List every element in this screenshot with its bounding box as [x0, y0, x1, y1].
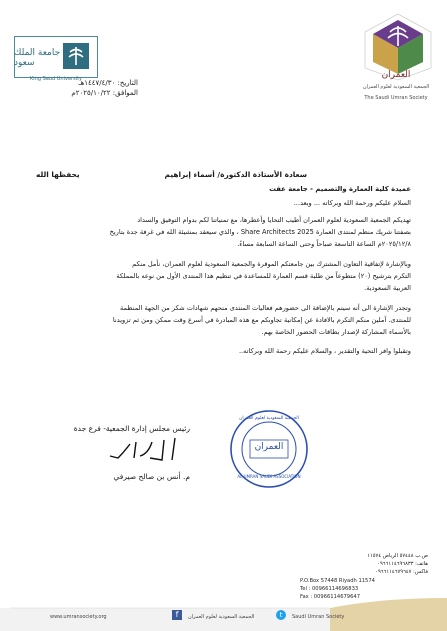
facebook-icon[interactable]: f	[172, 610, 182, 620]
ksu-name-ar: جامعة الملك سعود	[14, 48, 61, 68]
paragraph-2-line-2: التكرم بترشيح (٢٠) متطوعاً من طلبة قسم العمارة للمساعدة في تنظيم هذا المنتدى الأول من نوعه بالمملكة	[116, 272, 411, 280]
twitter-icon[interactable]: t	[276, 610, 286, 620]
society-name-en: The Saudi Umran Society	[364, 95, 428, 101]
signer-title: رئيس مجلس إدارة الجمعية- فرع جدة	[73, 424, 190, 433]
footer-facebook-link[interactable]: الجمعية السعودية لعلوم العمران	[188, 614, 255, 620]
paragraph-1-line-1: تهديكم الجمعية السعودية لعلوم العمران أطيب التحايا وأعطرها، مع تمنياتنا لكم بدوام التوفيق والسداد	[137, 216, 411, 224]
footer-po-en-line: P.O.Box 57448 Riyadh 11574	[300, 578, 375, 584]
signer-name: م. أنس بن صالح صيرفي	[113, 472, 190, 481]
addressee: سعادة الأستاذة الدكتورة/ أسماء إبراهيم	[164, 170, 307, 179]
footer-website-link[interactable]: www.umransociety.org	[50, 614, 107, 620]
paragraph-3-line-3: بالأسماء المشاركة لإصدار بطاقات الحضور الخاصة بهم.	[261, 328, 411, 336]
closing-line: وتقبلوا وافر التحية والتقدير ، والسلام عليكم رحمة الله وبركاته..	[238, 347, 411, 355]
stamp-center-text: العمران	[254, 442, 284, 452]
paragraph-1-line-3: ٢٠٢٥/١٢/٨م الساعة التاسعة صباحاً وحتى الساعة السابعة مساءً.	[237, 240, 411, 248]
ksu-name-en: King Saud University	[30, 76, 82, 82]
greeting: السلام عليكم ورحمة الله وبركاته ... وبعد...	[293, 199, 411, 207]
umran-logo-text: العمران	[381, 70, 411, 80]
footer-fax-en: Fax : 00966114679647	[300, 594, 361, 600]
footer-twitter-link[interactable]: Saudi Umran Society	[292, 614, 345, 620]
paragraph-3-line-1: وتجدر الإشارة الى أنه سيتم بالإضافة الى حضورهم فعاليات المنتدى منحهم شهادات شكر من الجهة المنظمة	[119, 304, 411, 312]
paragraph-3-line-2: للمنتدى. آملين منكم التكرم بالافادة عن إمكانية تجاوبكم مع هذه المبادرة في أسرع وقت ممكن ومن ثم تزويدنا	[112, 316, 411, 324]
footer-po-ar: ص.ب ٥٧٤٤٨ الرياض ١١٥٧٤	[367, 553, 428, 559]
date-block	[28, 78, 138, 98]
palm-emblem-icon	[61, 41, 91, 71]
stamp-top-text: الجمعية السعودية لعلوم العمران	[239, 416, 299, 421]
letter-date-gregorian: الموافق: ٢٠٢٥/١٠/٢٢م	[71, 89, 138, 97]
paragraph-2-line-3: العربية السعودية.	[364, 284, 411, 292]
paragraph-1-line-2: بصفتنا شريك منظم لمنتدى العمارة Share Architects 2025 ، والذي سيعقد بمشيئة الله في غرفة جدة بتاريخ	[109, 228, 411, 236]
signature-icon	[90, 432, 190, 466]
society-name-ar: الجمعية السعودية لعلوم العمران	[362, 84, 430, 90]
honorific: يحفظها الله	[36, 170, 80, 179]
footer-contact-ar	[300, 552, 428, 576]
footer-fax-ar: فاكس: ٠٩٦٦١١٤٦٧٩٦٤٧	[375, 569, 428, 575]
stamp-bottom-text: AL UMRAN SAUDI ASSOCIATION	[237, 474, 301, 479]
recipient-position: عميدة كلية العمارة والتصميم - جامعة عفت	[269, 185, 411, 193]
footer-tel-en: Tel : 00966114696833	[300, 586, 359, 592]
footer-tel-ar: هاتف: ٠٩٦٦١١٤٦٩٦٨٣٣	[377, 561, 428, 567]
paragraph-2-line-1: وبالإشارة لإتفاقية التعاون المشترك بين جامعتكم الموقرة والجمعية السعودية لعلوم العمران، نأمل منكم	[132, 260, 411, 268]
letter-date: التاريخ: ١٤٤٧/٤/٣٠هـ	[78, 79, 138, 87]
